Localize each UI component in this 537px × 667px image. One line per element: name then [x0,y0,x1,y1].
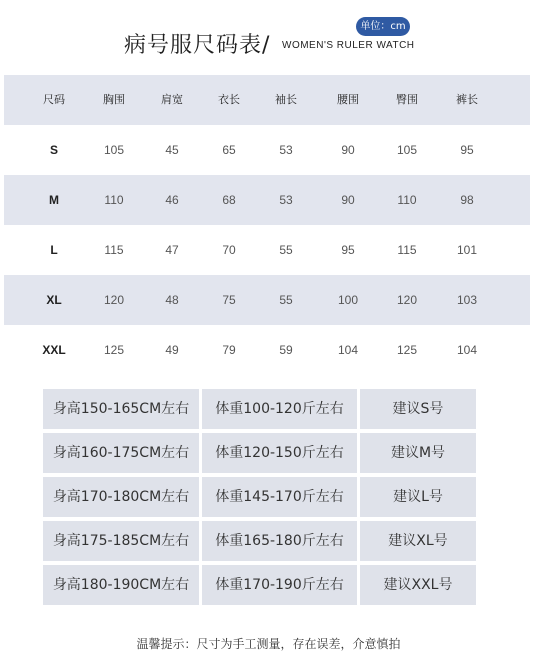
table-cell: 46 [165,193,179,207]
table-cell: 120 [103,293,125,307]
weight-range-cell: 体重145-170斤左右 [202,477,357,517]
column-header: 肩宽 [161,93,183,106]
suggested-size-cell: 建议XXL号 [360,565,476,605]
suggested-size-cell: 建议M号 [360,433,476,473]
table-cell: 105 [103,143,125,157]
height-range-cell: 身高160-175CM左右 [43,433,199,473]
table-row [4,225,530,275]
page-title: 病号服尺码表/ [124,33,271,58]
table-row [4,275,530,325]
table-cell: 110 [397,193,417,207]
weight-range-cell: 体重170-190斤左右 [202,565,357,605]
table-cell: 105 [396,143,418,157]
table-cell: 49 [165,343,179,357]
table-cell: 103 [456,293,478,307]
table-cell: 95 [460,143,474,157]
weight-range-cell: 体重120-150斤左右 [202,433,357,473]
table-cell: 53 [279,193,293,207]
column-header: 腰围 [337,93,359,106]
table-cell: 104 [337,343,359,357]
table-cell: 90 [341,193,355,207]
suggested-size-cell: 建议S号 [360,389,476,429]
column-header: 臀围 [396,93,418,106]
table-row [4,175,530,225]
table-cell: 68 [222,193,236,207]
table-cell: 45 [165,143,179,157]
suggested-size-cell: 建议L号 [360,477,476,517]
table-cell: 100 [337,293,359,307]
height-range-cell: 身高180-190CM左右 [43,565,199,605]
table-cell: 95 [341,243,355,257]
table-cell: 59 [279,343,293,357]
column-header: 尺码 [43,93,65,106]
size-cell: XL [46,293,62,307]
table-header-row [4,75,530,125]
table-cell: 125 [396,343,418,357]
column-header: 袖长 [275,93,297,106]
height-range-cell: 身高170-180CM左右 [43,477,199,517]
footnote: 温馨提示：尺寸为手工测量，存在误差，介意慎拍 [136,637,401,651]
size-table [4,75,530,375]
height-range-cell: 身高175-185CM左右 [43,521,199,561]
table-cell: 115 [397,243,417,257]
suggested-size-cell: 建议XL号 [360,521,476,561]
table-cell: 115 [104,243,124,257]
table-cell: 98 [460,193,474,207]
size-cell: L [50,243,58,257]
table-cell: 65 [222,143,236,157]
unit-badge: 单位：cm [356,17,410,36]
table-cell: 47 [165,243,179,257]
height-range-cell: 身高150-165CM左右 [43,389,199,429]
weight-range-cell: 体重100-120斤左右 [202,389,357,429]
table-cell: 79 [222,343,236,357]
table-cell: 101 [456,243,478,257]
table-cell: 110 [104,193,124,207]
table-cell: 75 [222,293,236,307]
table-cell: 125 [103,343,125,357]
column-header: 衣长 [218,93,240,106]
table-cell: 55 [279,293,293,307]
table-cell: 104 [456,343,478,357]
table-cell: 90 [341,143,355,157]
table-row [4,125,530,175]
size-cell: S [49,143,58,157]
table-cell: 53 [279,143,293,157]
table-row [4,325,530,375]
size-cell: XXL [42,343,66,357]
table-cell: 48 [165,293,179,307]
table-cell: 55 [279,243,293,257]
table-cell: 70 [222,243,236,257]
column-header: 裤长 [456,93,478,106]
table-cell: 120 [396,293,418,307]
weight-range-cell: 体重165-180斤左右 [202,521,357,561]
column-header: 胸围 [103,93,125,106]
size-cell: M [49,193,59,207]
page-subtitle: WOMEN'S RULER WATCH [282,40,415,51]
